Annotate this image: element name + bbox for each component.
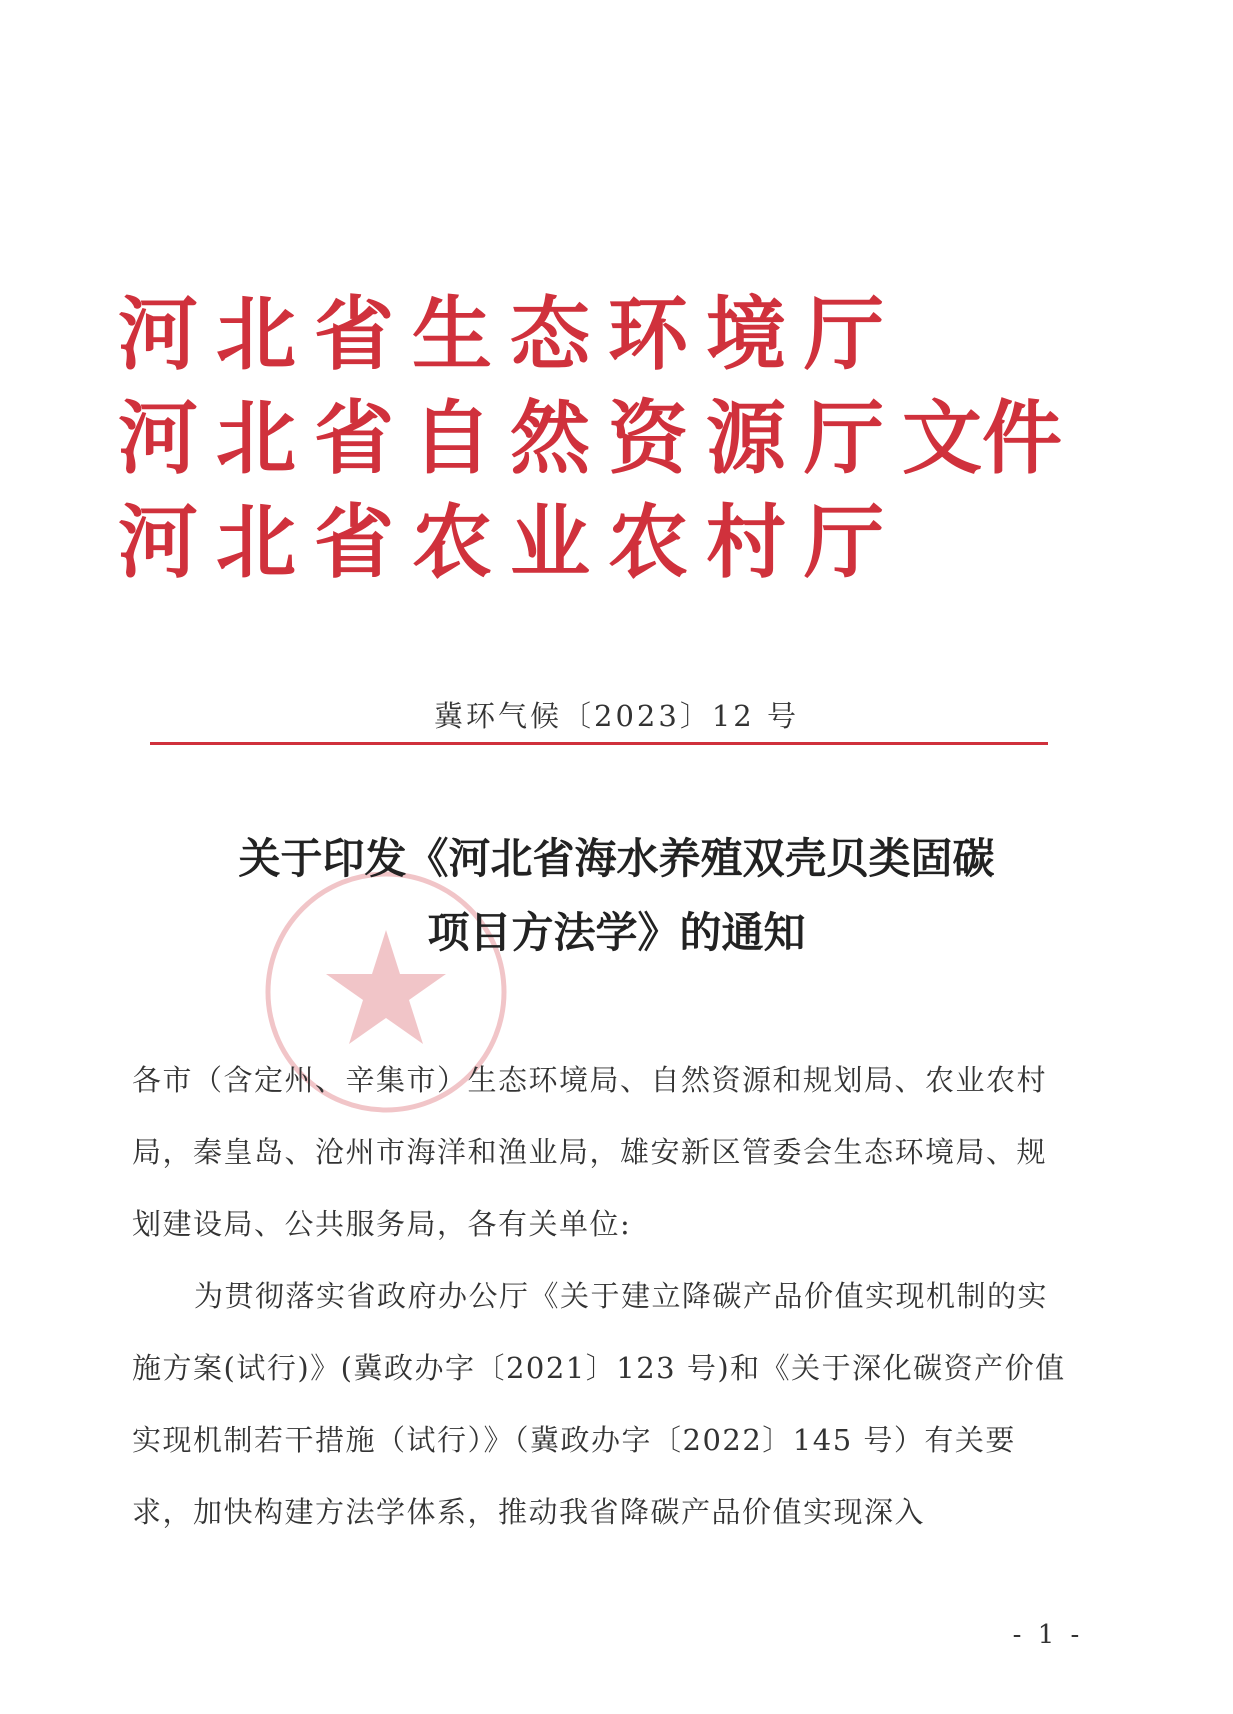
document-title xyxy=(0,822,1233,970)
authority-name-natural-resources: 河北省自然资源厅 xyxy=(118,391,902,485)
page-number: - 1 - xyxy=(1012,1620,1084,1650)
authority-line-natural-resources xyxy=(118,386,1062,490)
authority-line-agriculture: 河北省农业农村厅 xyxy=(118,495,902,589)
title-line-1: 关于印发《河北省海水养殖双壳贝类固碳 xyxy=(238,834,995,883)
red-divider-line xyxy=(150,742,1048,745)
document-body xyxy=(132,1044,1074,1548)
issuing-authority-header xyxy=(118,282,1062,594)
authority-line-ecology-environment: 河北省生态环境厅 xyxy=(118,287,902,381)
body-paragraph-1: 为贯彻落实省政府办公厅《关于建立降碳产品价值实现机制的实施方案(试行)》(冀政办字〔2021〕123 号)和《关于深化碳资产价值实现机制若干措施（试行）》（冀政办字〔2022〕145 号）有关要求，加快构建方法学体系，推动我省降碳产品价值实现深入 xyxy=(132,1279,1066,1529)
title-line-2: 项目方法学》的通知 xyxy=(427,908,806,957)
document-suffix: 文件 xyxy=(902,391,1062,485)
document-number: 冀环气候〔2023〕12 号 xyxy=(434,699,799,733)
recipients-paragraph: 各市（含定州、辛集市）生态环境局、自然资源和规划局、农业农村局，秦皇岛、沧州市海洋和渔业局，雄安新区管委会生态环境局、规划建设局、公共服务局，各有关单位: xyxy=(132,1063,1048,1241)
